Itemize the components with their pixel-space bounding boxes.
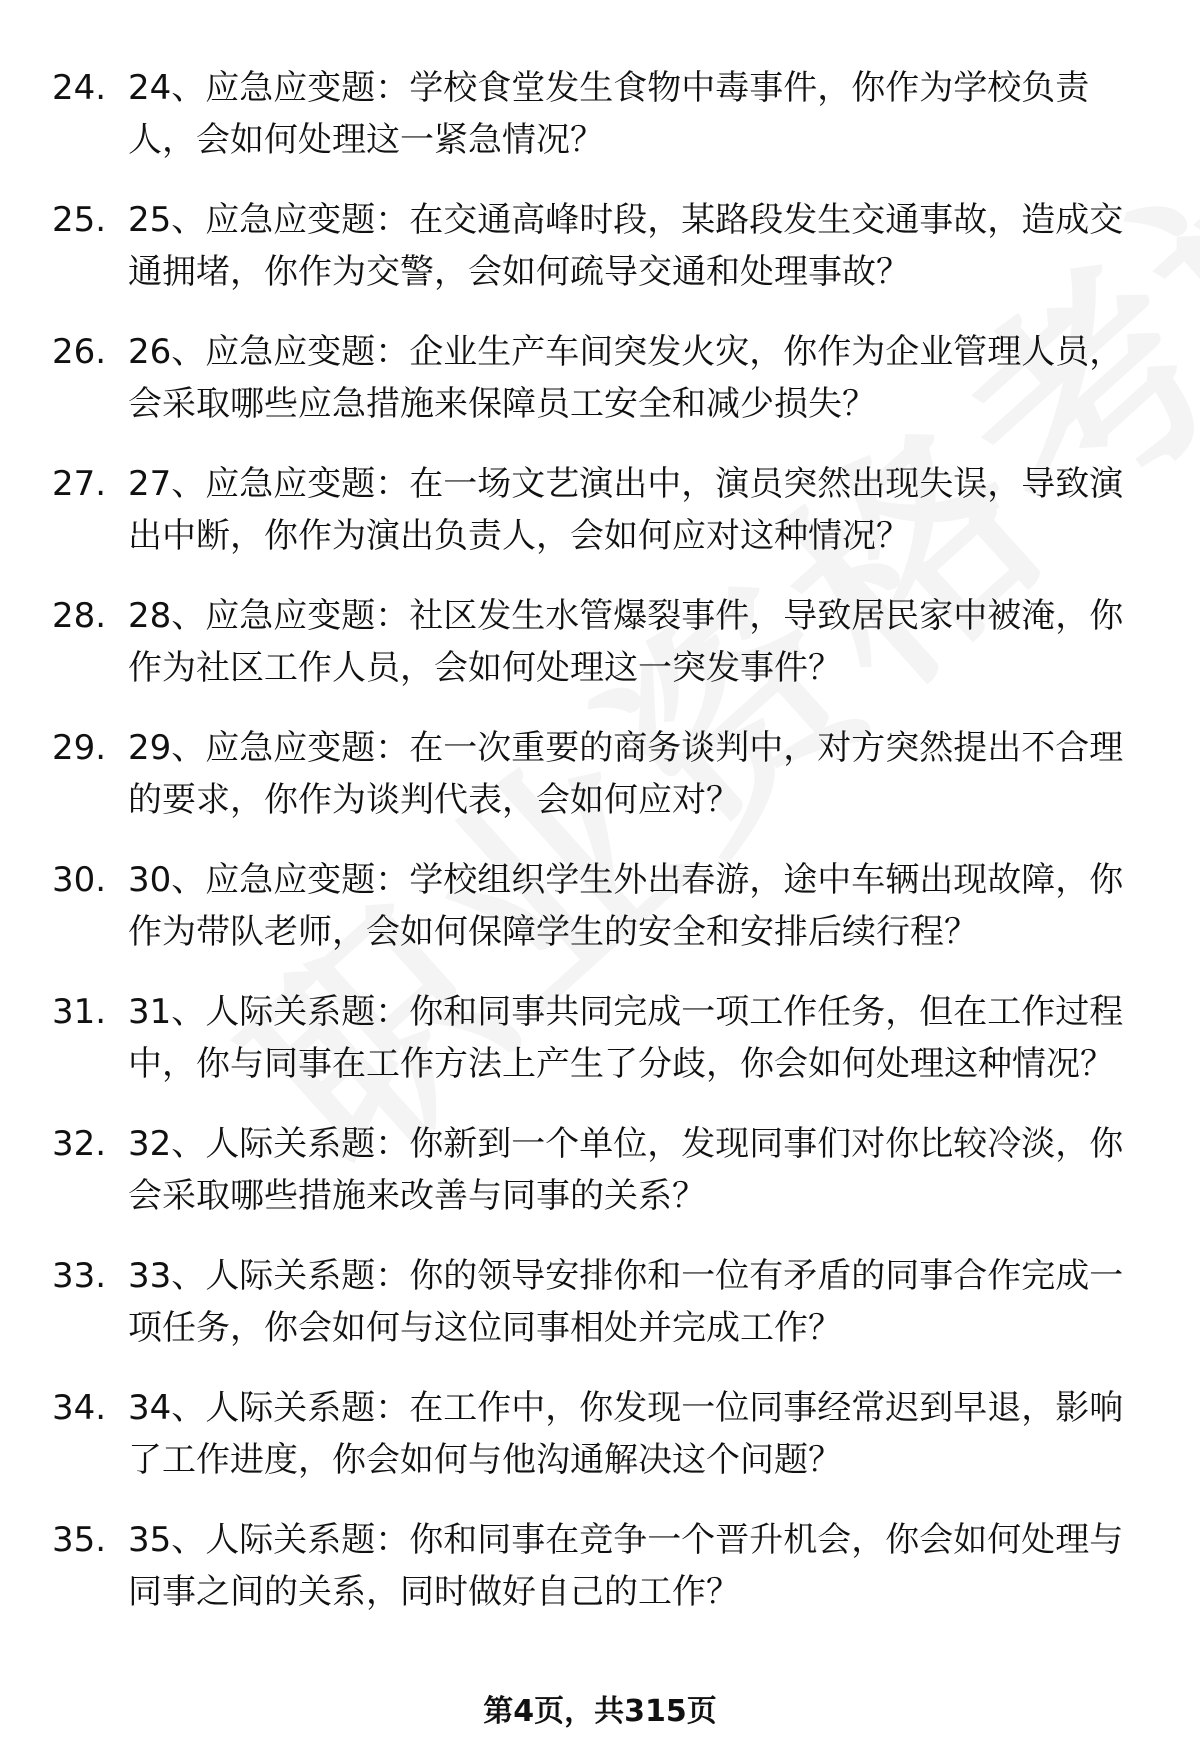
list-item — [0, 194, 1200, 298]
item-text: 29、应急应变题：在一次重要的商务谈判中，对方突然提出不合理的要求，你作为谈判代表，会如何应对？ — [128, 728, 1124, 820]
list-item — [0, 590, 1200, 694]
item-number: 25. — [52, 200, 107, 240]
list-item — [0, 326, 1200, 430]
item-text: 24、应急应变题：学校食堂发生食物中毒事件，你作为学校负责人，会如何处理这一紧急情况？ — [128, 68, 1090, 160]
item-text: 26、应急应变题：企业生产车间突发火灾，你作为企业管理人员，会采取哪些应急措施来保障员工安全和减少损失？ — [128, 332, 1124, 424]
item-number: 32. — [52, 1124, 107, 1164]
list-item — [0, 1382, 1200, 1486]
item-text: 31、人际关系题：你和同事共同完成一项工作任务，但在工作过程中，你与同事在工作方法上产生了分歧，你会如何处理这种情况？ — [128, 992, 1124, 1084]
list-item — [0, 1118, 1200, 1222]
item-text: 32、人际关系题：你新到一个单位，发现同事们对你比较冷淡，你会采取哪些措施来改善与同事的关系？ — [128, 1124, 1124, 1216]
item-number: 27. — [52, 464, 107, 504]
item-text: 25、应急应变题：在交通高峰时段，某路段发生交通事故，造成交通拥堵，你作为交警，会如何疏导交通和处理事故？ — [128, 200, 1124, 292]
item-number: 34. — [52, 1388, 107, 1428]
item-text: 27、应急应变题：在一场文艺演出中，演员突然出现失误，导致演出中断，你作为演出负责人，会如何应对这种情况？ — [128, 464, 1124, 556]
question-list — [0, 62, 1200, 1646]
list-item — [0, 986, 1200, 1090]
item-number: 28. — [52, 596, 107, 636]
list-item — [0, 854, 1200, 958]
item-number: 30. — [52, 860, 107, 900]
list-item — [0, 1250, 1200, 1354]
item-number: 24. — [52, 68, 107, 108]
item-number: 31. — [52, 992, 107, 1032]
list-item — [0, 1514, 1200, 1618]
item-number: 26. — [52, 332, 107, 372]
list-item — [0, 62, 1200, 166]
list-item — [0, 458, 1200, 562]
list-item — [0, 722, 1200, 826]
item-text: 35、人际关系题：你和同事在竞争一个晋升机会，你会如何处理与同事之间的关系，同时做好自己的工作？ — [128, 1520, 1124, 1612]
item-number: 35. — [52, 1520, 107, 1560]
item-text: 33、人际关系题：你的领导安排你和一位有矛盾的同事合作完成一项任务，你会如何与这位同事相处并完成工作？ — [128, 1256, 1124, 1348]
item-number: 33. — [52, 1256, 107, 1296]
item-text: 34、人际关系题：在工作中，你发现一位同事经常迟到早退，影响了工作进度，你会如何与他沟通解决这个问题？ — [128, 1388, 1124, 1480]
item-number: 29. — [52, 728, 107, 768]
page-footer: 第4页，共315页 — [483, 1694, 717, 1729]
item-text: 30、应急应变题：学校组织学生外出春游，途中车辆出现故障，你作为带队老师，会如何保障学生的安全和安排后续行程？ — [128, 860, 1124, 952]
item-text: 28、应急应变题：社区发生水管爆裂事件，导致居民家中被淹，你作为社区工作人员，会如何处理这一突发事件？ — [128, 596, 1124, 688]
